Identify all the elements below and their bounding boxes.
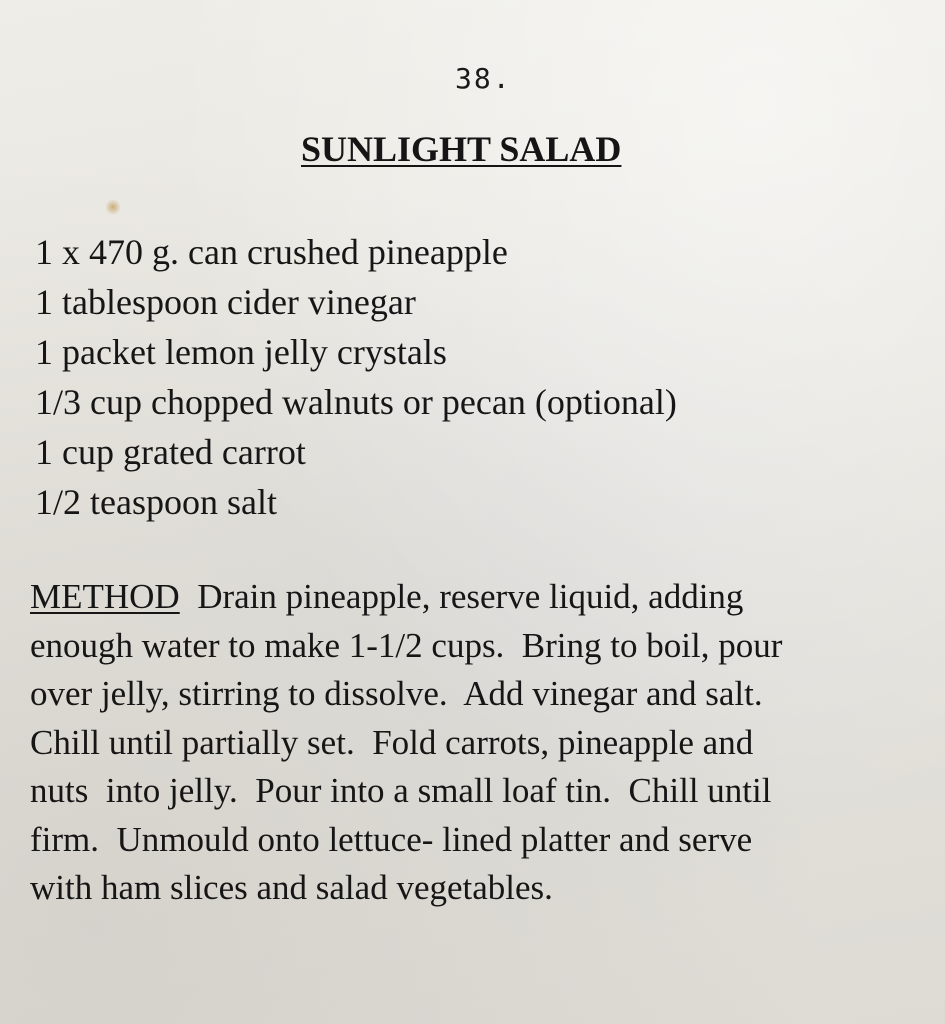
recipe-title: SUNLIGHT SALAD xyxy=(301,129,622,169)
method-line xyxy=(30,573,935,622)
ingredient-item: 1 cup grated carrot xyxy=(35,432,306,472)
ingredient-item: 1/2 teaspoon salt xyxy=(35,482,277,522)
paper-stain xyxy=(106,198,120,216)
method-line: Chill until partially set. Fold carrots, pineapple and xyxy=(30,722,754,762)
ingredient-list xyxy=(35,227,677,527)
method-line: nuts into jelly. Pour into a small loaf tin. Chill until xyxy=(30,771,772,810)
method-line: over jelly, stirring to dissolve. Add vinegar and salt. xyxy=(30,674,763,713)
ingredient-item: 1 x 470 g. can crushed pineapple xyxy=(35,232,508,272)
method-line: enough water to make 1-1/2 cups. Bring to boil, pour xyxy=(30,625,783,665)
ingredient-item: 1 tablespoon cider vinegar xyxy=(35,282,416,322)
method-section xyxy=(30,573,935,913)
ingredient-item: 1 packet lemon jelly crystals xyxy=(35,332,447,372)
ingredient-item: 1/3 cup chopped walnuts or pecan (optional) xyxy=(35,382,677,422)
method-text: Drain pineapple, reserve liquid, adding xyxy=(179,577,744,616)
method-line: with ham slices and salad vegetables. xyxy=(30,868,553,907)
method-heading: METHOD xyxy=(30,577,180,616)
page-number: 38. xyxy=(455,62,512,95)
method-line: firm. Unmould onto lettuce- lined platter and serve xyxy=(30,819,753,859)
